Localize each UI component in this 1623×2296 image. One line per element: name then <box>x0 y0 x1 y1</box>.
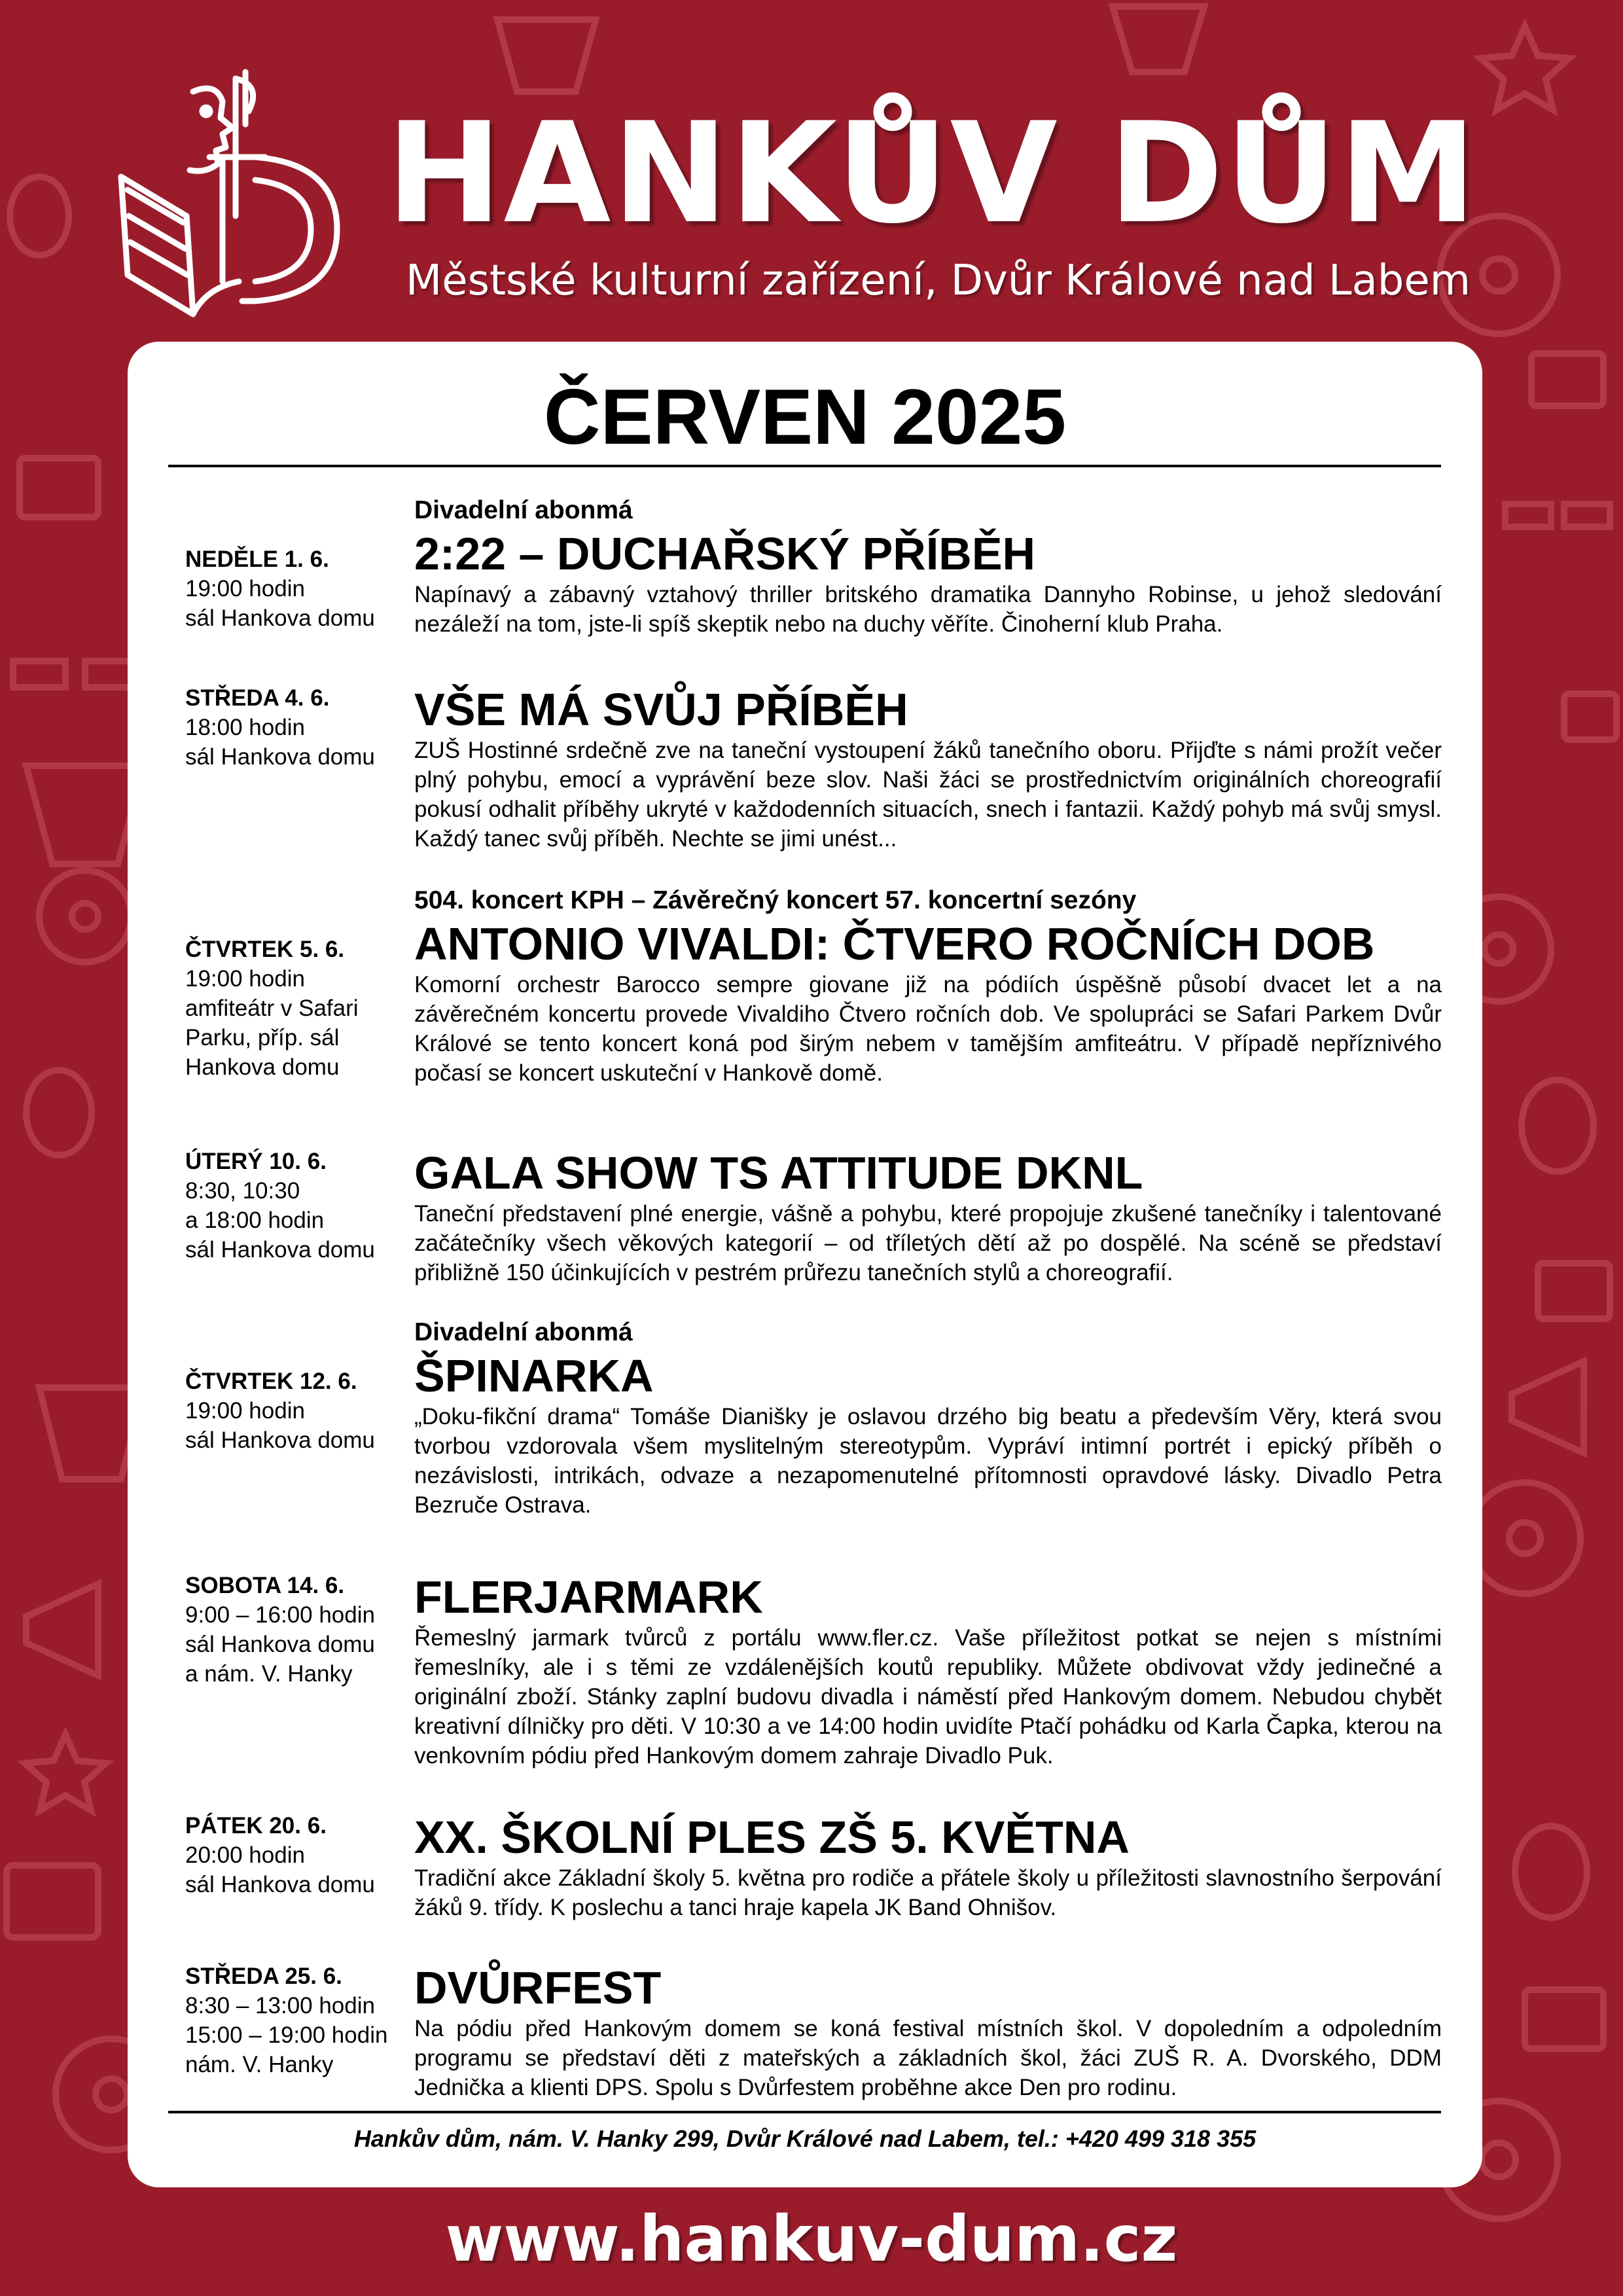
event-venue: nám. V. Hanky <box>185 2052 334 2077</box>
event-title: ŠPINARKA <box>414 1350 654 1401</box>
event-venue: Parku, příp. sál <box>185 1025 340 1050</box>
event-day: ČTVRTEK 5. 6. <box>185 937 345 962</box>
website-link[interactable]: www.hankuv-dum.cz <box>445 2202 1178 2276</box>
event-day: NEDĚLE 1. 6. <box>185 547 329 572</box>
divider-top <box>168 465 1441 467</box>
event-venue: sál Hankova domu <box>185 1872 375 1897</box>
event-time: 19:00 hodin <box>185 1398 305 1424</box>
event-day: ČTVRTEK 12. 6. <box>185 1369 357 1394</box>
event-venue: sál Hankova domu <box>185 605 375 631</box>
event-content <box>414 1147 1442 1287</box>
event-time: 8:30, 10:30 <box>185 1178 300 1204</box>
event-time: 8:30 – 13:00 hodin <box>185 1993 375 2018</box>
footer-address: Hankův dům, nám. V. Hanky 299, Dvůr Králové nad Labem, tel.: +420 499 318 355 <box>353 2125 1257 2152</box>
event-content <box>414 1962 1442 2102</box>
event-content <box>414 884 1442 1088</box>
brand-subtitle: Městské kulturní zařízení, Dvůr Králové nad Labem <box>406 257 1471 305</box>
event-time: 20:00 hodin <box>185 1842 305 1868</box>
event-when <box>185 935 395 1082</box>
event-venue: sál Hankova domu <box>185 744 375 770</box>
event-description: Napínavý a zábavný vztahový thriller britského dramatika Dannyho Robinse, u jehož sledování nezáleží na tom, jste-li spíš skeptik nebo na duchy věříte. Činoherní klub Praha. <box>414 582 1442 637</box>
event-day: SOBOTA 14. 6. <box>185 1573 345 1598</box>
event-kicker: 504. koncert KPH – Závěrečný koncert 57. koncertní sezóny <box>414 886 1137 914</box>
event-title: VŠE MÁ SVŮJ PŘÍBĚH <box>414 684 908 735</box>
event-venue: Hankova domu <box>185 1054 340 1080</box>
event-day: ÚTERÝ 10. 6. <box>185 1149 327 1174</box>
event-content <box>414 1316 1442 1520</box>
event-day: STŘEDA 25. 6. <box>185 1964 342 1989</box>
event-content <box>414 493 1442 639</box>
event-content <box>414 683 1442 853</box>
event-description: ZUŠ Hostinné srdečně zve na taneční vystoupení žáků tanečního oboru. Přijďte s námi prožít večer plný pohybu, emocí a vyprávění beze slov. Naši žáci se prostřednictvím originálních choreografií pokusí odhalit příběhy ukryté v každodenních situacích, snech i fantazii. Každý pohyb má svůj smysl. Každý tanec svůj příběh. Nechte se jimi unést... <box>414 738 1442 852</box>
divider-bottom <box>168 2111 1441 2113</box>
event-kicker: Divadelní abonmá <box>414 1318 633 1346</box>
event-title: DVŮRFEST <box>414 1962 662 2013</box>
event-when <box>185 1367 395 1455</box>
event-content <box>414 1571 1442 1770</box>
month-title: ČERVEN 2025 <box>543 373 1067 461</box>
event-time: 19:00 hodin <box>185 576 305 601</box>
brand-title: HANKŮV DŮM <box>386 92 1478 254</box>
event-description: „Doku-fikční drama“ Tomáše Dianišky je oslavou drzého big beatu a především Věry, která svou tvorbou vzdorovala všem myslitelným stereotypům. Vypráví intimní portrét i epický příběh o nezávislosti, intrikách, odvaze a nezapomenutelné přítomnosti opravdové lásky. Divadlo Petra Bezruče Ostrava. <box>414 1404 1442 1518</box>
event-when <box>185 683 395 772</box>
event-time: 19:00 hodin <box>185 966 305 992</box>
event-title: ANTONIO VIVALDI: ČTVERO ROČNÍCH DOB <box>414 918 1375 969</box>
event-day: STŘEDA 4. 6. <box>185 685 330 711</box>
event-description: Řemeslný jarmark tvůrců z portálu www.fler.cz. Vaše příležitost potkat se nejen s místními řemeslníky, ale i s těmi ze vzdálenějších koutů republiky. Můžete obdivovat vždy jedinečné a originální zboží. Stánky zaplní budovu divadla i náměstí před Hankovým domem. Nebudou chybět kreativní dílničky pro děti. V 10:30 a ve 14:00 hodin uvidíte Ptačí pohádku od Karla Čapka, kterou na venkovním pódiu před Hankovým domem zahraje Divadlo Puk. <box>414 1625 1442 1768</box>
event-when <box>185 1571 395 1689</box>
event-description: Taneční představení plné energie, vášně a pohybu, které propojuje zkušené tanečníky i talentované začátečníky všech věkových kategorií – od tříletých dětí až po dospělé. Na scéně se představí přibližně 150 účinkujících v pestrém průřezu tanečních stylů a choreografií. <box>414 1201 1442 1285</box>
event-description: Tradiční akce Základní školy 5. května pro rodiče a přátele školy u příležitosti slavnostního šerpování žáků 9. třídy. K poslechu a tanci hraje kapela JK Band Ohnišov. <box>414 1865 1442 1920</box>
event-description: Na pódiu před Hankovým domem se koná festival místních škol. V dopoledním a odpoledním programu se představí děti z mateřských a základních škol, žáci ZUŠ R. A. Dvorského, DDM Jednička a klienti DPS. Spolu s Dvůrfestem proběhne akce Den pro rodinu. <box>414 2016 1442 2100</box>
event-when <box>185 1962 395 2079</box>
event-content <box>414 1811 1442 1922</box>
event-venue: sál Hankova domu <box>185 1632 375 1657</box>
event-time: 18:00 hodin <box>185 715 305 740</box>
event-when <box>185 545 395 633</box>
event-title: FLERJARMARK <box>414 1571 763 1623</box>
event-kicker: Divadelní abonmá <box>414 496 633 524</box>
event-venue: sál Hankova domu <box>185 1427 375 1453</box>
event-time: a 18:00 hodin <box>185 1208 325 1233</box>
event-venue: a nám. V. Hanky <box>185 1661 353 1687</box>
event-description: Komorní orchestr Barocco sempre giovane již na pódiích úspěšně působí dvacet let a na závěrečném koncertu provede Vivaldiho Čtvero ročních dob. Ve spolupráci se Safari Parkem Dvůr Králové se tento koncert koná pod širým nebem v tamějším amfiteátru. V případě nepříznivého počasí se koncert uskuteční v Hankově domě. <box>414 972 1442 1086</box>
program-card <box>128 342 1482 2187</box>
hankuv-dum-logo <box>108 65 357 327</box>
event-title: GALA SHOW TS ATTITUDE DKNL <box>414 1147 1143 1198</box>
event-day: PÁTEK 20. 6. <box>185 1813 327 1839</box>
event-when <box>185 1811 395 1899</box>
event-title: 2:22 – DUCHAŘSKÝ PŘÍBĚH <box>414 528 1036 579</box>
event-when <box>185 1147 395 1265</box>
event-time: 15:00 – 19:00 hodin <box>185 2022 388 2048</box>
event-title: XX. ŠKOLNÍ PLES ZŠ 5. KVĚTNA <box>414 1812 1130 1863</box>
event-venue: amfiteátr v Safari <box>185 996 359 1021</box>
event-venue: sál Hankova domu <box>185 1237 375 1263</box>
event-time: 9:00 – 16:00 hodin <box>185 1602 375 1628</box>
